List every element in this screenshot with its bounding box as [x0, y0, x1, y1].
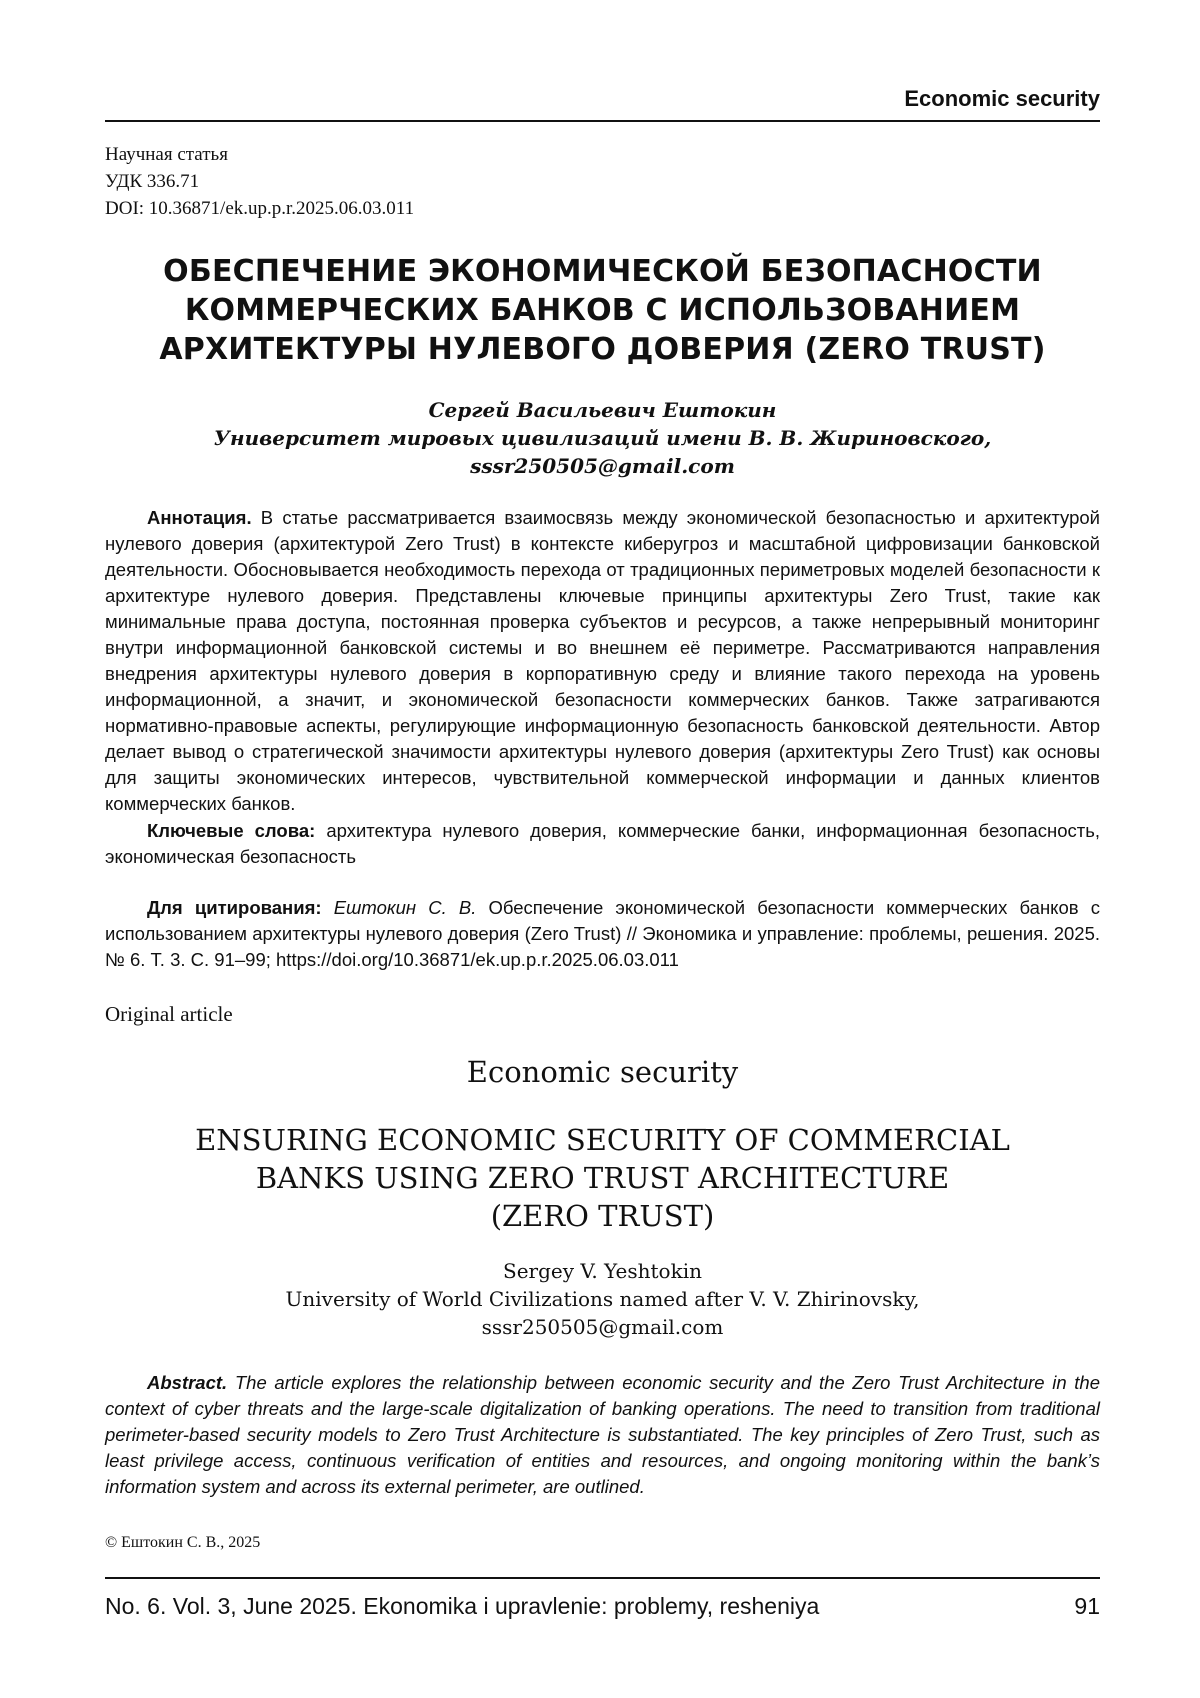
citation-ru-label: Для цитирования: — [147, 897, 322, 918]
citation-ru — [105, 895, 1100, 973]
abstract-en — [105, 1370, 1100, 1500]
author-name-ru: Сергей Васильевич Ештокин — [428, 398, 777, 422]
section-title-en: Economic security — [466, 1055, 739, 1089]
author-email-ru[interactable]: sssr250505@gmail.com — [470, 454, 735, 478]
keywords-ru — [105, 818, 1100, 870]
keywords-ru-label: Ключевые слова: — [147, 820, 316, 841]
author-name-en: Sergey V. Yeshtokin — [503, 1259, 702, 1283]
abstract-en-text: The article explores the relationship between economic security and the Zero Trust Architecture in the context of cyber threats and the large-scale digitalization of banking operations. The need to transition from traditional perimeter-based security models to Zero Trust Architecture is substantiated. The key principles of Zero Trust, such as least privilege access, continuous verification of entities and resources, and ongoing monitoring within the bank’s information system and across its external perimeter, are outlined. — [105, 1372, 1100, 1497]
title-ru — [105, 252, 1100, 369]
article-type: Научная статья — [105, 144, 228, 165]
abstract-ru — [105, 505, 1100, 817]
header-rule — [105, 120, 1100, 122]
title-ru-line: ОБЕСПЕЧЕНИЕ ЭКОНОМИЧЕСКОЙ БЕЗОПАСНОСТИ — [163, 254, 1042, 289]
citation-ru-text: Обеспечение экономической безопасности коммерческих банков с использованием архитектуры нулевого доверия (Zero Trust) // Экономика и управление: проблемы, решения. 2025. № 6. Т. 3. С. 91–99; https://doi.org/10.36871/ek.up.p.r.2025.06.03.011 — [105, 897, 1100, 970]
doi[interactable]: DOI: 10.36871/ek.up.p.r.2025.06.03.011 — [105, 198, 415, 219]
citation-ru-author: Ештокин С. В. — [321, 897, 477, 918]
udc-code: УДК 336.71 — [105, 171, 200, 192]
title-ru-line: КОММЕРЧЕСКИХ БАНКОВ С ИСПОЛЬЗОВАНИЕМ — [184, 293, 1021, 328]
author-affiliation-ru: Университет мировых цивилизаций имени В. В. Жириновского, — [213, 426, 992, 450]
title-en-line: BANKS USING ZERO TRUST ARCHITECTURE — [255, 1161, 950, 1195]
title-en-line: (ZERO TRUST) — [490, 1199, 715, 1233]
footer-rule — [105, 1577, 1100, 1579]
abstract-ru-label: Аннотация. — [147, 507, 252, 528]
author-block-ru — [105, 396, 1100, 480]
abstract-ru-text: В статье рассматривается взаимосвязь между экономической безопасностью и архитектурой нулевого доверия (архитектурой Zero Trust) в контексте киберугроз и масштабной цифровизации банковской деятельности. Обосновывается необходимость перехода от традиционных периметровых моделей безопасности к архитектуре нулевого доверия. Представлены ключевые принципы архитектуры Zero Trust, такие как минимальные права доступа, постоянная проверка субъектов и ресурсов, а также непрерывный мониторинг внутри информационной банковской системы и во внешнем её периметре. Рассматриваются направления внедрения архитектуры нулевого доверия в корпоративную среду и влияние такого перехода на уровень информационной, а значит, и экономической безопасности коммерческих банков. Также затрагиваются нормативно-правовые аспекты, регулирующие информационную безопасность банковской деятельности. Автор делает вывод о стратегической значимости архитектуры нулевого доверия (архитектуры Zero Trust) как основы для защиты экономических интересов, чувствительной коммерческой информации и данных клиентов коммерческих банков. — [105, 507, 1100, 814]
running-head: Economic security — [904, 86, 1100, 111]
author-email-en[interactable]: sssr250505@gmail.com — [481, 1315, 724, 1339]
article-meta — [105, 141, 414, 222]
title-en — [105, 1121, 1100, 1235]
original-article-label: Original article — [105, 1002, 233, 1026]
abstract-en-label: Abstract. — [147, 1372, 228, 1393]
journal-footer: No. 6. Vol. 3, June 2025. Ekonomika i upravlenie: problemy, resheniya — [105, 1593, 820, 1619]
page-number: 91 — [1074, 1593, 1100, 1619]
copyright: © Ештокин С. В., 2025 — [105, 1534, 261, 1551]
title-ru-line: АРХИТЕКТУРЫ НУЛЕВОГО ДОВЕРИЯ (ZERO TRUST) — [159, 332, 1046, 367]
author-affiliation-en: University of World Civilizations named after V. V. Zhirinovsky, — [285, 1287, 920, 1311]
keywords-ru-text: архитектура нулевого доверия, коммерческие банки, информационная безопасность, экономическая безопасность — [105, 820, 1100, 867]
title-en-line: ENSURING ECONOMIC SECURITY OF COMMERCIAL — [195, 1123, 1010, 1157]
author-block-en — [105, 1257, 1100, 1341]
